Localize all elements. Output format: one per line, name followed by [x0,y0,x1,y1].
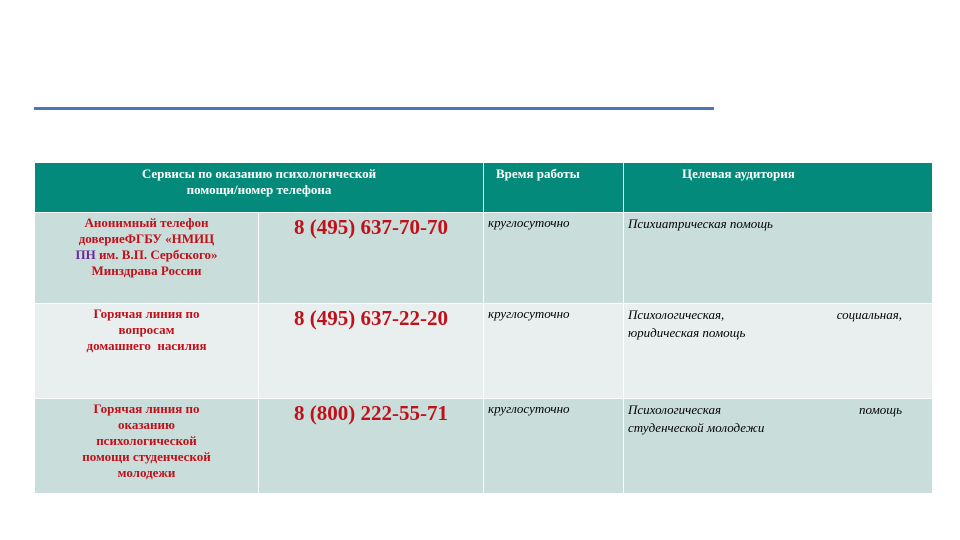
service-name-line: Горячая линия по [93,401,200,416]
service-name-line: домашнего насилия [86,338,207,353]
service-name-line: помощи студенческой [82,449,211,464]
audience-line: студенческой молодежи [628,420,765,435]
table-row [35,304,933,399]
service-name-line: психологической [96,433,197,448]
title-underline [34,107,714,110]
service-name [35,213,259,304]
table-row [35,213,933,304]
phone-number[interactable]: 8 (800) 222-55-71 [259,399,484,494]
service-name-line: вопросам [118,322,175,337]
service-name-line: молодежи [117,465,176,480]
audience-line: юридическая помощь [628,325,746,340]
target-audience [624,304,933,399]
service-name-line: Минздрава России [91,263,202,278]
audience-word: Психологическая, [628,307,725,322]
table-header-row [35,163,933,213]
working-hours: круглосуточно [484,304,624,399]
audience-word: Психологическая [628,402,722,417]
service-name-abbr: ПН [75,247,96,262]
phone-number[interactable]: 8 (495) 637-70-70 [259,213,484,304]
services-table [34,162,933,494]
service-name-line: им. В.П. Сербского» [95,247,218,262]
audience-word: социальная, [836,307,902,322]
service-name-line: Анонимный телефон [84,215,209,230]
service-name-line: Горячая линия по [93,306,200,321]
phone-number[interactable]: 8 (495) 637-22-20 [259,304,484,399]
service-name-line: оказанию [118,417,175,432]
header-services-line1: Сервисы по оказанию психологической [141,166,377,181]
target-audience: Психиатрическая помощь [624,213,933,304]
service-name [35,399,259,494]
table-row [35,399,933,494]
service-name [35,304,259,399]
working-hours: круглосуточно [484,213,624,304]
working-hours: круглосуточно [484,399,624,494]
header-hours: Время работы [484,163,624,213]
audience-word: помощь [858,402,902,417]
header-services [35,163,484,213]
service-name-line: довериеФГБУ «НМИЦ [78,231,215,246]
target-audience [624,399,933,494]
header-services-line2: помощи/номер телефона [186,182,332,197]
header-audience: Целевая аудитория [624,163,933,213]
